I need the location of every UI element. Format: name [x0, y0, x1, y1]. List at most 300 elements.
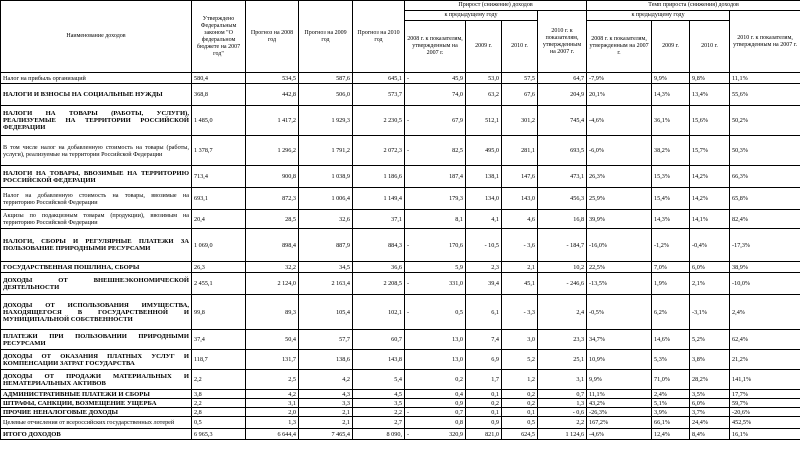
header-growth-to-prev: к предыдущему году — [405, 11, 538, 21]
cell-rate-2008: 25,9% — [587, 188, 652, 210]
cell-rate-2010: 5,2% — [690, 330, 730, 350]
cell-rate-2010: -0,4% — [690, 229, 730, 262]
cell-rate-2008: 11,1% — [587, 390, 652, 399]
cell-forecast-2008: 2 124,0 — [246, 273, 299, 295]
cell-forecast-2008: 534,5 — [246, 73, 299, 84]
cell-forecast-2010: 2,7 — [353, 417, 405, 429]
cell-growth-2008: 0,2 — [417, 370, 466, 390]
cell-growth-2008: 0,9 — [417, 399, 466, 408]
cell-forecast-2008: 28,5 — [246, 210, 299, 229]
cell-growth-2008: 179,3 — [417, 188, 466, 210]
cell-law-2007: 1 378,7 — [192, 136, 246, 166]
cell-growth-2008: 67,9 — [417, 106, 466, 136]
cell-growth-2009: 1,7 — [466, 370, 502, 390]
cell-rate-2010-law: 59,7% — [730, 399, 800, 408]
cell-rate-2010-law: 50,3% — [730, 136, 800, 166]
header-growth-2009: 2009 г. — [466, 21, 502, 73]
table-row — [1, 166, 800, 188]
header-law-2007: Утверждено Федеральным законом "О федеральном бюджете на 2007 год" — [192, 1, 246, 73]
row-label: НАЛОГИ И ВЗНОСЫ НА СОЦИАЛЬНЫЕ НУЖДЫ — [1, 84, 192, 106]
cell-forecast-2008: 6 644,4 — [246, 429, 299, 440]
cell-forecast-2009: 32,6 — [299, 210, 353, 229]
cell-growth-2008-sign: - — [405, 408, 417, 417]
cell-rate-2010: 3,5% — [690, 390, 730, 399]
cell-forecast-2010: 3,5 — [353, 399, 405, 408]
cell-law-2007: 2,8 — [192, 408, 246, 417]
cell-rate-2010-law: 66,3% — [730, 166, 800, 188]
row-label: Целевые отчисления от всероссийских государственных лотерей — [1, 417, 192, 429]
cell-forecast-2010: 60,7 — [353, 330, 405, 350]
cell-rate-2008: 167,2% — [587, 417, 652, 429]
cell-growth-2010: 1,2 — [502, 370, 538, 390]
row-label: ДОХОДЫ ОТ ОКАЗАНИЯ ПЛАТНЫХ УСЛУГ И КОМПЕНСАЦИИ ЗАТРАТ ГОСУДАРСТВА — [1, 350, 192, 370]
table-row — [1, 429, 800, 440]
cell-growth-2009: 821,0 — [466, 429, 502, 440]
cell-growth-2008-sign: - — [405, 73, 417, 84]
cell-rate-2009: 6,2% — [652, 295, 690, 330]
cell-growth-2008-sign: - — [405, 295, 417, 330]
row-label: ДОХОДЫ ОТ ПРОДАЖИ МАТЕРИАЛЬНЫХ И НЕМАТЕРИАЛЬНЫХ АКТИВОВ — [1, 370, 192, 390]
cell-growth-2010-law: 10,2 — [538, 262, 587, 273]
cell-forecast-2009: 3,3 — [299, 399, 353, 408]
table-row — [1, 390, 800, 399]
table-row — [1, 399, 800, 408]
cell-growth-2010: 4,6 — [502, 210, 538, 229]
cell-forecast-2008: 131,7 — [246, 350, 299, 370]
cell-growth-2010-law: 745,4 — [538, 106, 587, 136]
cell-law-2007: 3,8 — [192, 390, 246, 399]
cell-growth-2008: 82,5 — [417, 136, 466, 166]
cell-rate-2010: 8,4% — [690, 429, 730, 440]
cell-growth-2010: 301,2 — [502, 106, 538, 136]
cell-rate-2010-law: 82,4% — [730, 210, 800, 229]
table-body — [1, 73, 800, 440]
cell-growth-2010-law: 204,9 — [538, 84, 587, 106]
cell-growth-2010: 143,0 — [502, 188, 538, 210]
table-row — [1, 188, 800, 210]
cell-rate-2008: -13,5% — [587, 273, 652, 295]
table-header — [1, 1, 800, 73]
cell-growth-2009: 0,2 — [466, 399, 502, 408]
cell-forecast-2009: 34,5 — [299, 262, 353, 273]
cell-rate-2009: 1,9% — [652, 273, 690, 295]
row-label: АДМИНИСТРАТИВНЫЕ ПЛАТЕЖИ И СБОРЫ — [1, 390, 192, 399]
cell-growth-2010-law: 25,1 — [538, 350, 587, 370]
cell-rate-2010-law: 21,2% — [730, 350, 800, 370]
cell-forecast-2008: 32,2 — [246, 262, 299, 273]
cell-growth-2008-sign — [405, 84, 417, 106]
cell-rate-2010-law: 2,4% — [730, 295, 800, 330]
cell-growth-2008-sign: - — [405, 136, 417, 166]
cell-rate-2008: 34,7% — [587, 330, 652, 350]
cell-rate-2010-law: 141,1% — [730, 370, 800, 390]
cell-forecast-2008: 442,8 — [246, 84, 299, 106]
cell-forecast-2009: 105,4 — [299, 295, 353, 330]
cell-rate-2008: 43,2% — [587, 399, 652, 408]
cell-rate-2010: 3,7% — [690, 408, 730, 417]
cell-rate-2010: 15,7% — [690, 136, 730, 166]
cell-law-2007: 20,4 — [192, 210, 246, 229]
row-label: ПЛАТЕЖИ ПРИ ПОЛЬЗОВАНИИ ПРИРОДНЫМИ РЕСУРСАМИ — [1, 330, 192, 350]
cell-growth-2008-sign — [405, 210, 417, 229]
cell-rate-2010-law: 17,7% — [730, 390, 800, 399]
cell-forecast-2009: 138,6 — [299, 350, 353, 370]
cell-rate-2010-law: 11,1% — [730, 73, 800, 84]
cell-forecast-2008: 872,3 — [246, 188, 299, 210]
cell-growth-2010: 3,0 — [502, 330, 538, 350]
cell-rate-2009: 14,6% — [652, 330, 690, 350]
cell-rate-2008: -0,5% — [587, 295, 652, 330]
cell-forecast-2010: 37,1 — [353, 210, 405, 229]
cell-growth-2010: 0,2 — [502, 399, 538, 408]
cell-law-2007: 26,3 — [192, 262, 246, 273]
cell-rate-2009: 9,9% — [652, 73, 690, 84]
cell-rate-2010: 6,0% — [690, 399, 730, 408]
cell-forecast-2010: 2 230,5 — [353, 106, 405, 136]
cell-forecast-2009: 2 163,4 — [299, 273, 353, 295]
cell-growth-2010: 281,1 — [502, 136, 538, 166]
cell-forecast-2009: 4,2 — [299, 370, 353, 390]
cell-growth-2008-sign — [405, 330, 417, 350]
cell-forecast-2008: 898,4 — [246, 229, 299, 262]
cell-forecast-2009: 1 791,2 — [299, 136, 353, 166]
cell-growth-2010: - 3,3 — [502, 295, 538, 330]
cell-growth-2009: 138,1 — [466, 166, 502, 188]
cell-growth-2010-law: 23,3 — [538, 330, 587, 350]
table-row — [1, 417, 800, 429]
cell-growth-2010-law: - 184,7 — [538, 229, 587, 262]
cell-forecast-2009: 587,6 — [299, 73, 353, 84]
cell-growth-2009: 512,1 — [466, 106, 502, 136]
table-row — [1, 262, 800, 273]
cell-rate-2010-law: -17,3% — [730, 229, 800, 262]
cell-rate-2010: 28,2% — [690, 370, 730, 390]
cell-forecast-2009: 1 929,3 — [299, 106, 353, 136]
cell-law-2007: 693,1 — [192, 188, 246, 210]
header-forecast-2010: Прогноз на 2010 год — [353, 1, 405, 73]
cell-growth-2008: 74,0 — [417, 84, 466, 106]
table-row — [1, 330, 800, 350]
cell-rate-2009: -1,2% — [652, 229, 690, 262]
table-row — [1, 295, 800, 330]
header-growth-2008: 2008 г. к показателям, утвержденным на 2007 г. — [405, 21, 466, 73]
cell-growth-2010-law: 2,4 — [538, 295, 587, 330]
cell-rate-2010: 9,8% — [690, 73, 730, 84]
cell-forecast-2008: 1 417,2 — [246, 106, 299, 136]
header-rate-group: Темп прироста (снижения) доходов — [587, 1, 800, 11]
cell-growth-2010-law: 2,2 — [538, 417, 587, 429]
cell-law-2007: 368,8 — [192, 84, 246, 106]
cell-rate-2009: 15,3% — [652, 166, 690, 188]
cell-rate-2009: 36,1% — [652, 106, 690, 136]
cell-growth-2009: - 10,5 — [466, 229, 502, 262]
cell-forecast-2008: 50,4 — [246, 330, 299, 350]
table-row — [1, 408, 800, 417]
table-row — [1, 229, 800, 262]
cell-growth-2009: 0,1 — [466, 390, 502, 399]
row-label: ДОХОДЫ ОТ ВНЕШНЕЭКОНОМИЧЕСКОЙ ДЕЯТЕЛЬНОСТИ — [1, 273, 192, 295]
row-label: ПРОЧИЕ НЕНАЛОГОВЫЕ ДОХОДЫ — [1, 408, 192, 417]
cell-rate-2008: 20,1% — [587, 84, 652, 106]
cell-forecast-2009: 887,9 — [299, 229, 353, 262]
cell-rate-2009: 38,2% — [652, 136, 690, 166]
cell-rate-2008: 22,5% — [587, 262, 652, 273]
cell-law-2007: 2,2 — [192, 399, 246, 408]
cell-growth-2010: 147,6 — [502, 166, 538, 188]
cell-forecast-2010: 102,1 — [353, 295, 405, 330]
cell-forecast-2010: 2,2 — [353, 408, 405, 417]
cell-growth-2008-sign: - — [405, 429, 417, 440]
cell-growth-2008: 45,9 — [417, 73, 466, 84]
header-forecast-2009: Прогноз на 2009 год — [299, 1, 353, 73]
row-label: В том числе налог на добавленную стоимость на товары (работы, услуги), реализуемые на территории Российской Федерации — [1, 136, 192, 166]
row-label: НАЛОГИ НА ТОВАРЫ (РАБОТЫ, УСЛУГИ), РЕАЛИЗУЕМЫЕ НА ТЕРРИТОРИИ РОССИЙСКОЙ ФЕДЕРАЦИИ — [1, 106, 192, 136]
header-rate-2009: 2009 г. — [652, 21, 690, 73]
cell-growth-2010: 624,5 — [502, 429, 538, 440]
cell-forecast-2008: 3,1 — [246, 399, 299, 408]
cell-growth-2008: 5,9 — [417, 262, 466, 273]
cell-rate-2009: 2,4% — [652, 390, 690, 399]
cell-forecast-2010: 8 090, — [353, 429, 405, 440]
header-rate-2010-law: 2010 г. к показателям, утвержденным на 2007 г. — [730, 11, 800, 73]
cell-forecast-2010: 143,8 — [353, 350, 405, 370]
cell-growth-2010-law: - 246,6 — [538, 273, 587, 295]
cell-law-2007: 118,7 — [192, 350, 246, 370]
cell-forecast-2009: 1 038,9 — [299, 166, 353, 188]
cell-forecast-2010: 36,6 — [353, 262, 405, 273]
cell-rate-2008: -7,9% — [587, 73, 652, 84]
cell-growth-2008: 0,5 — [417, 295, 466, 330]
cell-rate-2010: 6,0% — [690, 262, 730, 273]
row-label: ИТОГО ДОХОДОВ — [1, 429, 192, 440]
row-label: Акцизы по подакцизным товарам (продукции), ввозимым на территорию Российской Федерации — [1, 210, 192, 229]
header-rate-2010: 2010 г. — [690, 21, 730, 73]
cell-growth-2008-sign: - — [405, 106, 417, 136]
cell-law-2007: 6 965,3 — [192, 429, 246, 440]
cell-law-2007: 2,2 — [192, 370, 246, 390]
cell-forecast-2009: 2,1 — [299, 417, 353, 429]
row-label: ДОХОДЫ ОТ ИСПОЛЬЗОВАНИЯ ИМУЩЕСТВА, НАХОДЯЩЕГОСЯ В ГОСУДАРСТВЕННОЙ И МУНИЦИПАЛЬНОЙ СОБСТВЕННОСТИ — [1, 295, 192, 330]
row-label: ГОСУДАРСТВЕННАЯ ПОШЛИНА, СБОРЫ — [1, 262, 192, 273]
cell-growth-2008: 13,0 — [417, 350, 466, 370]
cell-growth-2008: 187,4 — [417, 166, 466, 188]
cell-rate-2010-law: -10,0% — [730, 273, 800, 295]
cell-growth-2010-law: 1,3 — [538, 399, 587, 408]
cell-forecast-2008: 2,5 — [246, 370, 299, 390]
row-label: Налог на добавленную стоимость на товары, ввозимые на территорию Российской Федерации — [1, 188, 192, 210]
table-row — [1, 370, 800, 390]
cell-growth-2008-sign — [405, 390, 417, 399]
cell-forecast-2010: 4,5 — [353, 390, 405, 399]
cell-growth-2009: 134,0 — [466, 188, 502, 210]
cell-forecast-2008: 89,3 — [246, 295, 299, 330]
cell-growth-2010-law: 3,1 — [538, 370, 587, 390]
table-row — [1, 106, 800, 136]
cell-rate-2010-law: 55,6% — [730, 84, 800, 106]
cell-rate-2009: 66,1% — [652, 417, 690, 429]
cell-rate-2008: 9,9% — [587, 370, 652, 390]
cell-growth-2009: 4,1 — [466, 210, 502, 229]
cell-rate-2010: 24,4% — [690, 417, 730, 429]
cell-growth-2008-sign — [405, 399, 417, 408]
cell-growth-2010-law: 64,7 — [538, 73, 587, 84]
cell-rate-2008: 10,9% — [587, 350, 652, 370]
header-rate-to-prev: к предыдущему году — [587, 11, 730, 21]
cell-rate-2010: 13,4% — [690, 84, 730, 106]
cell-growth-2010: 45,1 — [502, 273, 538, 295]
cell-rate-2010-law: -20,6% — [730, 408, 800, 417]
header-name: Наименование доходов — [1, 1, 192, 73]
cell-growth-2008: 320,9 — [417, 429, 466, 440]
cell-rate-2008: -6,0% — [587, 136, 652, 166]
table-row — [1, 136, 800, 166]
table-row — [1, 73, 800, 84]
cell-growth-2009: 495,0 — [466, 136, 502, 166]
cell-forecast-2009: 4,3 — [299, 390, 353, 399]
cell-growth-2010-law: 456,3 — [538, 188, 587, 210]
cell-growth-2010: 5,2 — [502, 350, 538, 370]
cell-rate-2010: 2,1% — [690, 273, 730, 295]
header-growth-2010-law: 2010 г. к показателям, утвержденным на 2007 г. — [538, 11, 587, 73]
cell-rate-2009: 3,9% — [652, 408, 690, 417]
cell-rate-2009: 14,3% — [652, 210, 690, 229]
table-row — [1, 84, 800, 106]
cell-growth-2008: 170,6 — [417, 229, 466, 262]
cell-rate-2010: 14,2% — [690, 166, 730, 188]
cell-forecast-2010: 5,4 — [353, 370, 405, 390]
cell-forecast-2010: 884,3 — [353, 229, 405, 262]
cell-growth-2009: 7,4 — [466, 330, 502, 350]
cell-law-2007: 0,5 — [192, 417, 246, 429]
cell-rate-2008: -26,3% — [587, 408, 652, 417]
cell-rate-2009: 71,0% — [652, 370, 690, 390]
cell-growth-2008-sign — [405, 350, 417, 370]
cell-rate-2010: 14,2% — [690, 188, 730, 210]
cell-growth-2010-law: - 0,6 — [538, 408, 587, 417]
table-row — [1, 210, 800, 229]
cell-law-2007: 713,4 — [192, 166, 246, 188]
cell-rate-2009: 15,4% — [652, 188, 690, 210]
cell-forecast-2008: 2,0 — [246, 408, 299, 417]
cell-rate-2009: 14,3% — [652, 84, 690, 106]
cell-growth-2009: 2,3 — [466, 262, 502, 273]
cell-growth-2008-sign — [405, 262, 417, 273]
cell-forecast-2008: 4,2 — [246, 390, 299, 399]
row-label: Налог на прибыль организаций — [1, 73, 192, 84]
cell-growth-2009: 53,0 — [466, 73, 502, 84]
cell-forecast-2008: 1,3 — [246, 417, 299, 429]
cell-forecast-2009: 506,0 — [299, 84, 353, 106]
cell-growth-2008: 0,8 — [417, 417, 466, 429]
table-row — [1, 350, 800, 370]
cell-growth-2010-law: 473,1 — [538, 166, 587, 188]
cell-rate-2010: 3,8% — [690, 350, 730, 370]
cell-growth-2008-sign — [405, 370, 417, 390]
cell-law-2007: 2 455,1 — [192, 273, 246, 295]
cell-growth-2010: 67,6 — [502, 84, 538, 106]
cell-law-2007: 1 485,0 — [192, 106, 246, 136]
cell-forecast-2010: 1 149,4 — [353, 188, 405, 210]
cell-growth-2008: 13,0 — [417, 330, 466, 350]
cell-growth-2008: 0,4 — [417, 390, 466, 399]
cell-forecast-2010: 2 208,5 — [353, 273, 405, 295]
cell-growth-2009: 63,2 — [466, 84, 502, 106]
cell-growth-2008: 8,1 — [417, 210, 466, 229]
header-growth-group: Прирост (снижение) доходов — [405, 1, 587, 11]
cell-growth-2008: 0,7 — [417, 408, 466, 417]
cell-law-2007: 37,4 — [192, 330, 246, 350]
cell-growth-2009: 6,1 — [466, 295, 502, 330]
cell-forecast-2010: 645,1 — [353, 73, 405, 84]
cell-law-2007: 99,8 — [192, 295, 246, 330]
cell-forecast-2010: 1 186,6 — [353, 166, 405, 188]
cell-rate-2008: -4,6% — [587, 106, 652, 136]
cell-rate-2010-law: 65,8% — [730, 188, 800, 210]
cell-rate-2010: -3,1% — [690, 295, 730, 330]
cell-growth-2008-sign — [405, 417, 417, 429]
cell-law-2007: 1 069,0 — [192, 229, 246, 262]
cell-law-2007: 580,4 — [192, 73, 246, 84]
cell-growth-2009: 0,1 — [466, 408, 502, 417]
cell-rate-2010-law: 50,2% — [730, 106, 800, 136]
cell-forecast-2009: 2,1 — [299, 408, 353, 417]
cell-rate-2010: 15,6% — [690, 106, 730, 136]
header-growth-2010: 2010 г. — [502, 21, 538, 73]
cell-growth-2010: - 3,6 — [502, 229, 538, 262]
cell-rate-2010-law: 452,5% — [730, 417, 800, 429]
cell-growth-2010: 0,5 — [502, 417, 538, 429]
cell-growth-2010: 0,2 — [502, 390, 538, 399]
cell-growth-2008-sign — [405, 166, 417, 188]
row-label: НАЛОГИ, СБОРЫ И РЕГУЛЯРНЫЕ ПЛАТЕЖИ ЗА ПОЛЬЗОВАНИЕ ПРИРОДНЫМИ РЕСУРСАМИ — [1, 229, 192, 262]
header-forecast-2008: Прогноз на 2008 год — [246, 1, 299, 73]
cell-rate-2008: -4,6% — [587, 429, 652, 440]
cell-forecast-2009: 1 006,4 — [299, 188, 353, 210]
cell-growth-2010-law: 693,5 — [538, 136, 587, 166]
row-label: ШТРАФЫ, САНКЦИИ, ВОЗМЕЩЕНИЕ УЩЕРБА — [1, 399, 192, 408]
cell-rate-2009: 7,0% — [652, 262, 690, 273]
cell-rate-2008: 26,3% — [587, 166, 652, 188]
cell-growth-2009: 39,4 — [466, 273, 502, 295]
cell-rate-2009: 5,1% — [652, 399, 690, 408]
cell-forecast-2010: 573,7 — [353, 84, 405, 106]
cell-rate-2010-law: 16,1% — [730, 429, 800, 440]
cell-rate-2009: 12,4% — [652, 429, 690, 440]
cell-growth-2010-law: 0,7 — [538, 390, 587, 399]
cell-growth-2010: 0,1 — [502, 408, 538, 417]
cell-rate-2009: 5,3% — [652, 350, 690, 370]
table-row — [1, 273, 800, 295]
cell-growth-2010-law: 16,8 — [538, 210, 587, 229]
cell-forecast-2008: 1 296,2 — [246, 136, 299, 166]
cell-growth-2008: 331,0 — [417, 273, 466, 295]
cell-growth-2008-sign: - — [405, 229, 417, 262]
cell-growth-2009: 6,9 — [466, 350, 502, 370]
cell-rate-2010-law: 62,4% — [730, 330, 800, 350]
row-label: НАЛОГИ НА ТОВАРЫ, ВВОЗИМЫЕ НА ТЕРРИТОРИЮ РОССИЙСКОЙ ФЕДЕРАЦИИ — [1, 166, 192, 188]
cell-growth-2010: 2,1 — [502, 262, 538, 273]
cell-forecast-2010: 2 072,3 — [353, 136, 405, 166]
cell-rate-2008: 39,9% — [587, 210, 652, 229]
cell-growth-2009: 0,9 — [466, 417, 502, 429]
cell-growth-2010-law: 1 124,6 — [538, 429, 587, 440]
cell-growth-2008-sign — [405, 188, 417, 210]
cell-rate-2010-law: 38,9% — [730, 262, 800, 273]
cell-rate-2010: 14,1% — [690, 210, 730, 229]
cell-rate-2008: -16,0% — [587, 229, 652, 262]
cell-forecast-2009: 57,7 — [299, 330, 353, 350]
cell-growth-2010: 57,5 — [502, 73, 538, 84]
